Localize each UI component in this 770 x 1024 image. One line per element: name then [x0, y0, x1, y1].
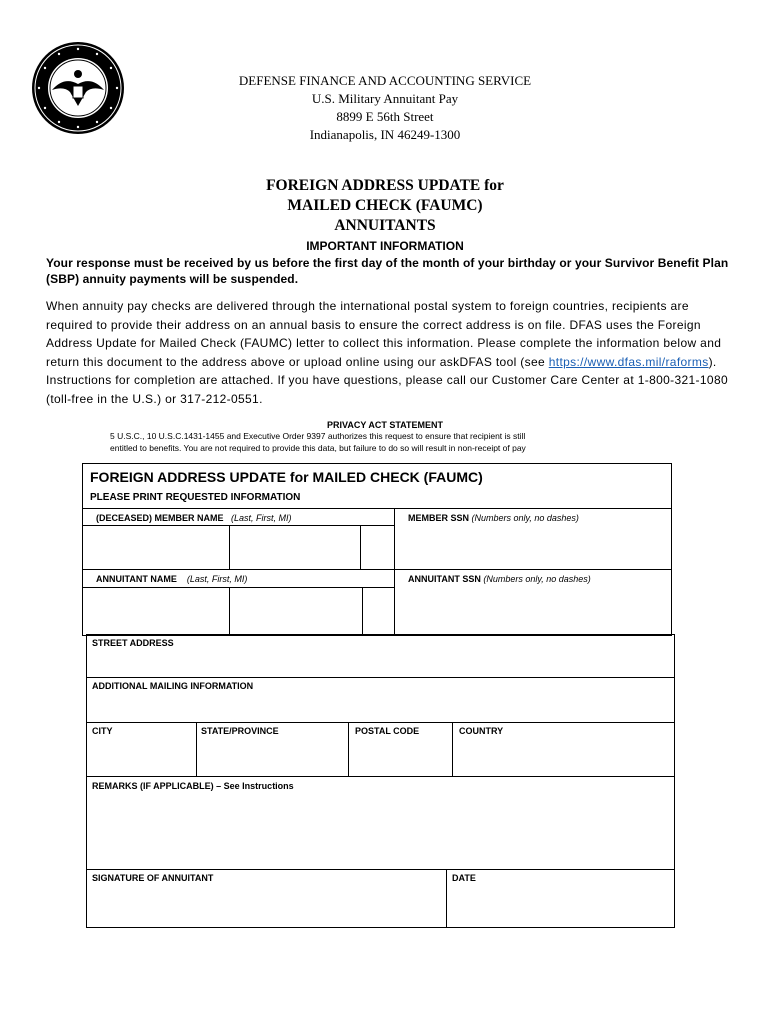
member-name-hint: (Last, First, MI) [231, 513, 292, 523]
para-after-link: ). Instructions for completion are attached. If you have questions, please call our Customer Care Center at 1-800-321-1080 (toll-free in the U.S.) or 317-212-0551. [46, 354, 729, 406]
date-label: DATE [452, 873, 476, 883]
title-line-2: MAILED CHECK (FAUMC) [287, 197, 483, 214]
annuitant-ssn-field[interactable] [396, 590, 670, 634]
form-title: FOREIGN ADDRESS UPDATE for MAILED CHECK (FAUMC) [90, 469, 483, 485]
street-address-label: STREET ADDRESS [92, 638, 174, 648]
country-field[interactable] [454, 740, 673, 774]
state-province-label: STATE/PROVINCE [201, 726, 279, 736]
country-label: COUNTRY [459, 726, 504, 736]
signature-field[interactable] [88, 887, 444, 926]
annuitant-mi-field[interactable] [363, 588, 393, 635]
agency-address [150, 72, 620, 144]
member-ssn-field[interactable] [396, 528, 670, 568]
agency-name: DEFENSE FINANCE AND ACCOUNTING SERVICE [238, 73, 532, 88]
postal-code-field[interactable] [350, 740, 450, 774]
privacy-heading: PRIVACY ACT STATEMENT [326, 420, 443, 430]
deadline-warning: Your response must be received by us before the first day of the month of your birthday or your Survivor Benefit Plan (SBP) annuity payments will be suspended. [46, 256, 729, 286]
street-address-field[interactable] [88, 652, 673, 676]
remarks-field[interactable] [88, 795, 673, 867]
annuitant-ssn-label: ANNUITANT SSN (Numbers only, no dashes) [408, 574, 591, 584]
postal-code-label: POSTAL CODE [355, 726, 420, 736]
member-last-name-field[interactable] [83, 526, 229, 568]
para-before-link: When annuity pay checks are delivered through the international postal system to foreign countries, recipients are required to provide their address on an annual basis to ensure the correct address is on file. DFAS uses the Foreign Address Update for Mailed Check (FAUMC) letter to collect this information. Please complete the information below and return this document to the address above or upload online using our askDFAS tool (see [46, 299, 722, 369]
additional-mailing-field[interactable] [88, 695, 673, 720]
privacy-text [110, 431, 670, 454]
instructions-paragraph [46, 297, 736, 408]
document-title [150, 176, 620, 236]
member-ssn-label: MEMBER SSN (Numbers only, no dashes) [408, 513, 579, 523]
city-label: CITY [92, 726, 113, 736]
member-mi-field[interactable] [361, 526, 393, 568]
privacy-line-1: 5 U.S.C., 10 U.S.C.1431-1455 and Executive Order 9397 authorizes this request to ensure that recipient is still [110, 431, 526, 441]
remarks-label: REMARKS (IF APPLICABLE) – See Instructions [92, 781, 294, 791]
member-name-label: (DECEASED) MEMBER NAME (Last, First, MI) [96, 513, 292, 523]
state-province-field[interactable] [198, 740, 346, 774]
annuitant-name-hint: (Last, First, MI) [186, 574, 248, 584]
raforms-link[interactable]: https://www.dfas.mil/raforms [548, 354, 709, 369]
title-line-3: ANNUITANTS [334, 217, 436, 234]
signature-label: SIGNATURE OF ANNUITANT [92, 873, 214, 883]
agency-office: U.S. Military Annuitant Pay [311, 91, 459, 106]
annuitant-last-name-field[interactable] [83, 588, 229, 635]
important-heading: IMPORTANT INFORMATION [306, 239, 464, 253]
agency-city-state: Indianapolis, IN 46249-1300 [309, 127, 461, 142]
date-field[interactable] [448, 887, 673, 926]
title-line-1: FOREIGN ADDRESS UPDATE for [266, 177, 504, 194]
annuitant-name-label: ANNUITANT NAME (Last, First, MI) [96, 574, 248, 584]
member-first-name-field[interactable] [230, 526, 360, 568]
dod-seal-icon [30, 40, 126, 136]
agency-street: 8899 E 56th Street [336, 109, 434, 124]
form-subtitle: PLEASE PRINT REQUESTED INFORMATION [90, 492, 301, 503]
annuitant-ssn-hint: (Numbers only, no dashes) [483, 574, 591, 584]
annuitant-first-name-field[interactable] [230, 588, 361, 635]
city-field[interactable] [88, 740, 194, 774]
additional-mailing-label: ADDITIONAL MAILING INFORMATION [92, 681, 254, 691]
member-ssn-hint: (Numbers only, no dashes) [471, 513, 579, 523]
privacy-line-2: entitled to benefits. You are not required to provide this data, but failure to do so will result in non-receipt of pay [110, 442, 526, 453]
